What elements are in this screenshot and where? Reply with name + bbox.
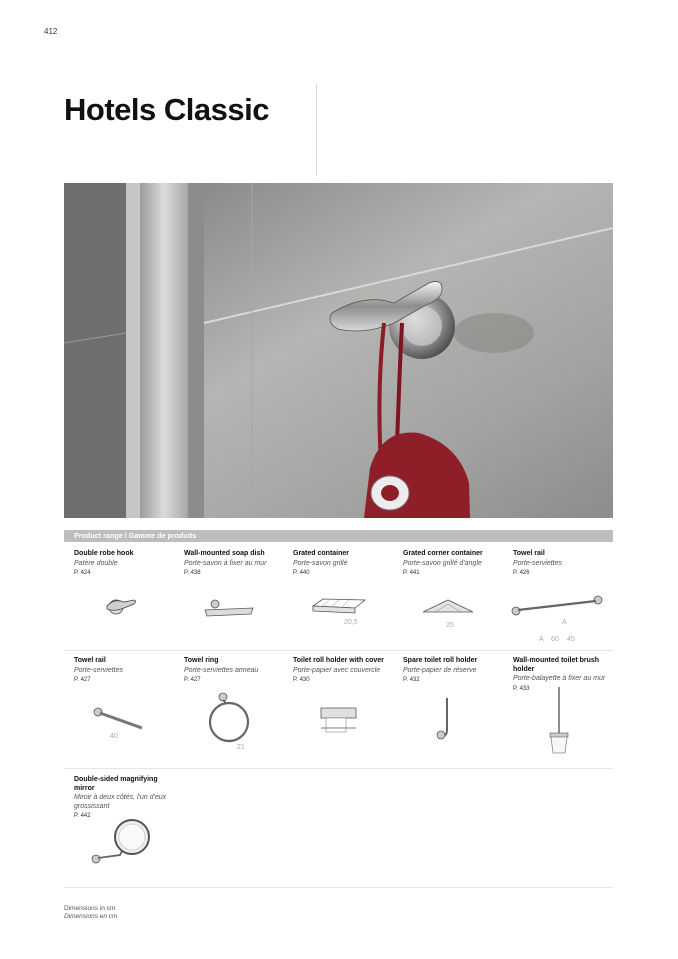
product-name: Double robe hook: [74, 550, 134, 557]
product-page-ref: P. 430: [293, 677, 310, 683]
product-name: Double-sided magnifying mirror: [74, 776, 158, 792]
robe-hook-photo-illustration: [64, 183, 613, 518]
footer-divider: [64, 887, 613, 888]
product-name-fr: Porte-papier de réserve: [403, 666, 477, 674]
dimension-label: 21: [237, 744, 245, 751]
product-towel-ring[interactable]: [184, 657, 288, 683]
dimension-label: 25: [446, 622, 454, 629]
product-page-ref: P. 441: [403, 570, 420, 576]
product-name: Wall-mounted toilet brush holder: [513, 657, 600, 673]
spare-roll-holder-icon: [433, 694, 459, 744]
dimension-label: 20,5: [344, 619, 358, 626]
product-name-fr: Porte-serviettes: [74, 666, 124, 674]
product-name-fr: Porte-papier avec couvercle: [293, 666, 381, 674]
product-name: Grated corner container: [403, 550, 483, 557]
product-name: Wall-mounted soap dish: [184, 550, 265, 557]
product-page-ref: P. 427: [184, 677, 201, 683]
footer-dimensions-en: Dimensions in cm: [64, 905, 116, 912]
toilet-roll-holder-icon: [318, 704, 360, 736]
product-name-fr: Porte-savon grillé: [293, 559, 348, 567]
product-name-fr: Porte-savon à fixer au mur: [184, 559, 267, 567]
product-spare-toilet-roll-holder[interactable]: [403, 657, 507, 683]
page-number: 412: [44, 27, 58, 36]
title-divider: [316, 84, 317, 176]
hero-photo: [64, 183, 613, 518]
product-name: Towel rail: [513, 550, 545, 557]
product-name-fr: Porte-serviettes: [513, 559, 563, 567]
product-range-label: Product range / Gamme de produits: [74, 531, 197, 540]
toilet-brush-holder-icon: [545, 685, 575, 757]
product-name-fr: Patère double: [74, 559, 118, 567]
product-magnifying-mirror[interactable]: [74, 776, 178, 819]
product-toilet-roll-holder-cover[interactable]: [293, 657, 397, 683]
product-grated-container[interactable]: [293, 550, 397, 576]
footer-dimensions-fr: Dimensions en cm: [64, 913, 118, 920]
dimension-label: 40: [110, 733, 118, 740]
product-grated-corner-container[interactable]: [403, 550, 507, 576]
product-name-fr: Porte-savon grillé d'angle: [403, 559, 482, 567]
product-page-ref: P. 442: [74, 813, 91, 819]
soap-dish-icon: [203, 598, 255, 620]
towel-ring-icon: [205, 690, 255, 744]
towel-rail-short-icon: [92, 704, 148, 734]
dimension-label: A: [539, 636, 544, 643]
product-towel-rail-long[interactable]: [513, 550, 617, 576]
product-double-robe-hook[interactable]: [74, 550, 178, 576]
product-name: Towel rail: [74, 657, 106, 664]
page-title: Hotels Classic: [64, 92, 269, 127]
product-page-ref: P. 440: [293, 570, 310, 576]
dimension-label: 60: [551, 636, 559, 643]
product-wall-soap-dish[interactable]: [184, 550, 288, 576]
product-page-ref: P. 427: [74, 677, 91, 683]
dimension-label: 45: [567, 636, 575, 643]
product-page-ref: P. 438: [184, 570, 201, 576]
grated-corner-container-icon: [421, 598, 475, 620]
product-name-fr: Porte-serviettes anneau: [184, 666, 259, 674]
product-name: Towel ring: [184, 657, 219, 664]
product-page-ref: P. 432: [403, 677, 420, 683]
row-divider: [64, 650, 613, 651]
double-robe-hook-icon: [104, 596, 138, 618]
product-name-fr: Miroir à deux côtés, l'un d'eux grossissant: [74, 794, 167, 810]
dimension-label: A: [562, 619, 567, 626]
product-page-ref: P. 433: [513, 685, 530, 692]
grated-container-icon: [311, 596, 367, 618]
product-towel-rail-short[interactable]: [74, 657, 178, 683]
product-range-header: [64, 530, 613, 542]
magnifying-mirror-icon: [90, 817, 152, 867]
row-divider: [64, 768, 613, 769]
product-name: Grated container: [293, 550, 350, 557]
footer-note: [64, 905, 117, 921]
product-name-fr: Porte-balayette à fixer au mur: [513, 675, 606, 682]
product-page-ref: P. 426: [513, 570, 530, 576]
towel-rail-icon: [510, 594, 606, 618]
product-page-ref: P. 424: [74, 570, 91, 576]
product-name: Spare toilet roll holder: [403, 657, 478, 664]
product-name: Toilet roll holder with cover: [293, 657, 384, 664]
